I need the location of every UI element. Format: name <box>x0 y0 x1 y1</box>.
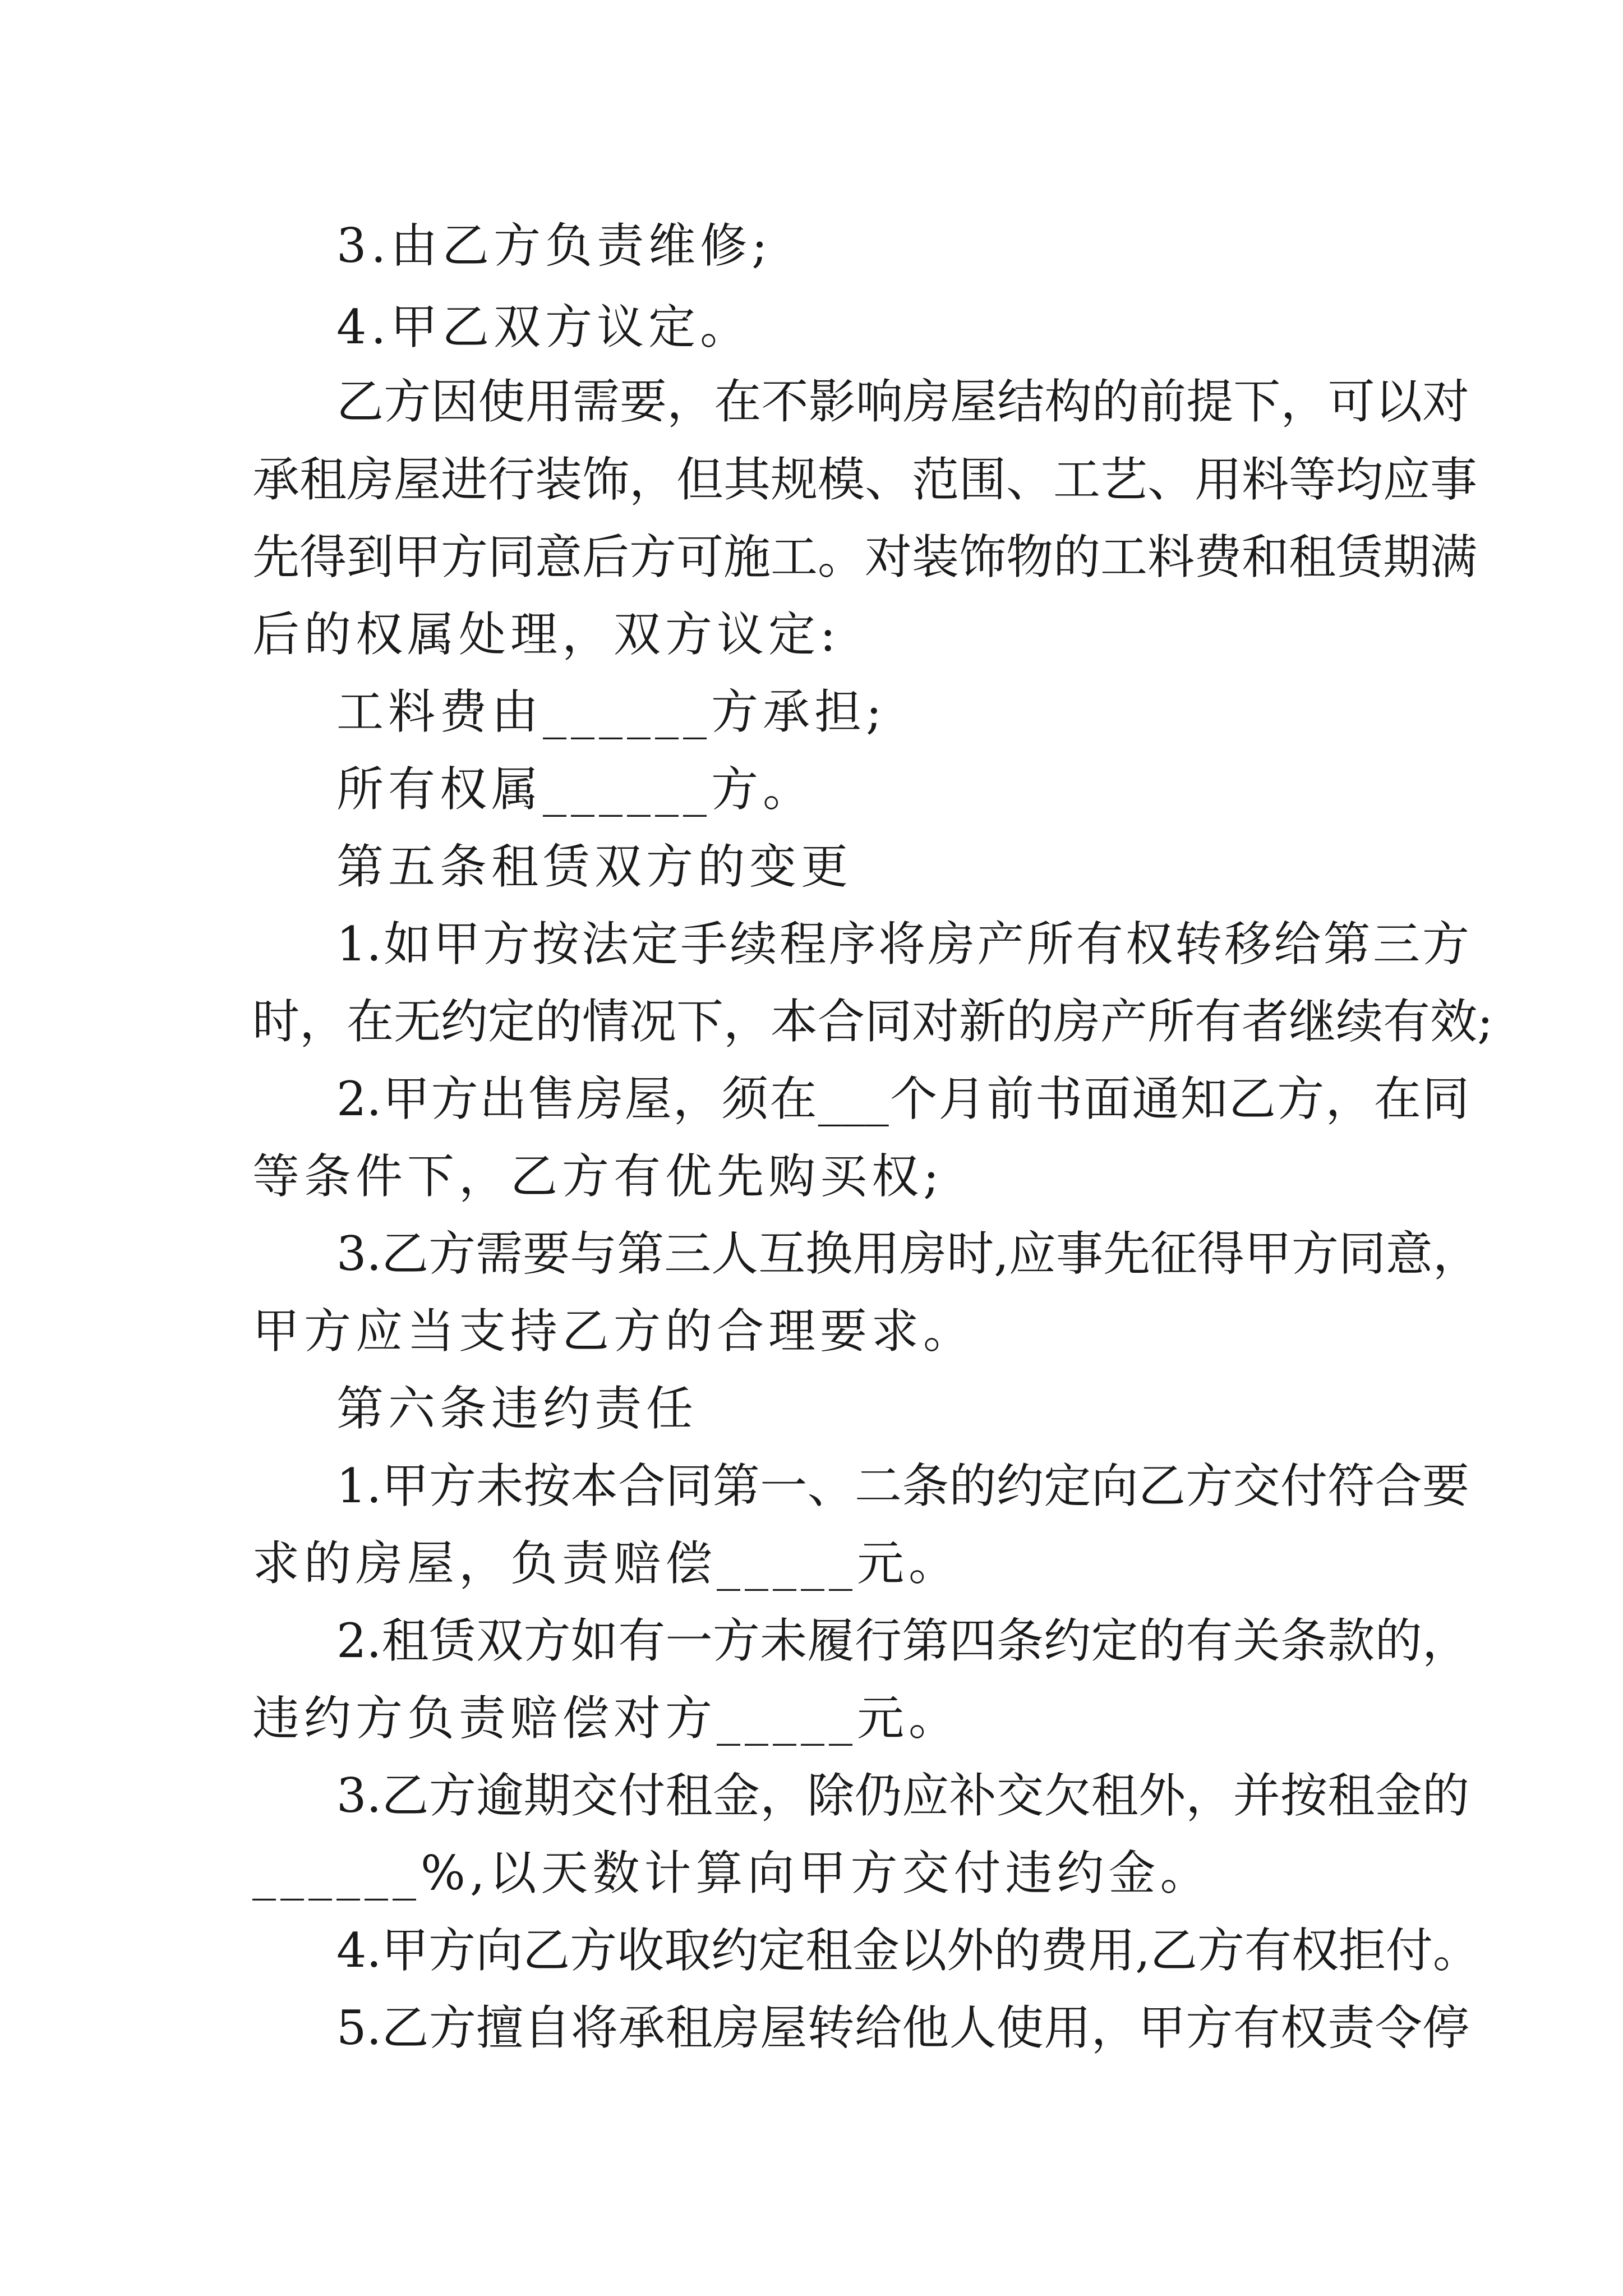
text-line: ______%,以天数计算向甲方交付违约金。 <box>252 1846 1212 1901</box>
section-heading: 第六条违约责任 <box>336 1381 698 1436</box>
text-line: 工料费由______方承担; <box>336 684 887 739</box>
text-line: 乙方因使用需要，在不影响房屋结构的前提下，可以对 <box>336 374 1469 429</box>
text-line: 承租房屋进行装饰，但其规模、范围、工艺、用料等均应事 <box>252 452 1478 507</box>
text-line: 后的权属处理，双方议定: <box>252 607 841 662</box>
text-line: 2.租赁双方如有一方未履行第四条约定的有关条款的， <box>336 1613 1469 1668</box>
text-line: 2.甲方出售房屋，须在___个月前书面通知乙方，在同 <box>336 1071 1469 1126</box>
text-line: 违约方负责赔偿对方_____元。 <box>252 1691 961 1746</box>
text-line: 3.乙方逾期交付租金，除仍应补交欠租外，并按租金的 <box>336 1768 1469 1823</box>
text-line: 4.甲乙双方议定。 <box>336 300 752 355</box>
text-line: 先得到甲方同意后方可施工。对装饰物的工料费和租赁期满 <box>252 530 1478 585</box>
text-line: 等条件下，乙方有优先购买权; <box>252 1149 944 1204</box>
text-line: 时，在无约定的情况下，本合同对新的房产所有者继续有效; <box>252 994 1493 1049</box>
text-line: 3.乙方需要与第三人互换用房时,应事先征得甲方同意， <box>336 1226 1480 1281</box>
text-line: 所有权属______方。 <box>336 762 815 817</box>
text-line: 4.甲方向乙方收取约定租金以外的费用,乙方有权拒付。 <box>336 1923 1480 1978</box>
text-line: 1.如甲方按法定手续程序将房产所有权转移给第三方 <box>336 917 1469 972</box>
text-line: 1.甲方未按本合同第一、二条的约定向乙方交付符合要 <box>336 1458 1469 1513</box>
text-line: 5.乙方擅自将承租房屋转给他人使用，甲方有权责令停 <box>336 2000 1469 2055</box>
text-line: 求的房屋，负责赔偿_____元。 <box>252 1536 961 1591</box>
section-heading: 第五条租赁双方的变更 <box>336 839 853 894</box>
text-line: 甲方应当支持乙方的合理要求。 <box>252 1304 975 1359</box>
text-line: 3.由乙方负责维修; <box>336 218 772 273</box>
